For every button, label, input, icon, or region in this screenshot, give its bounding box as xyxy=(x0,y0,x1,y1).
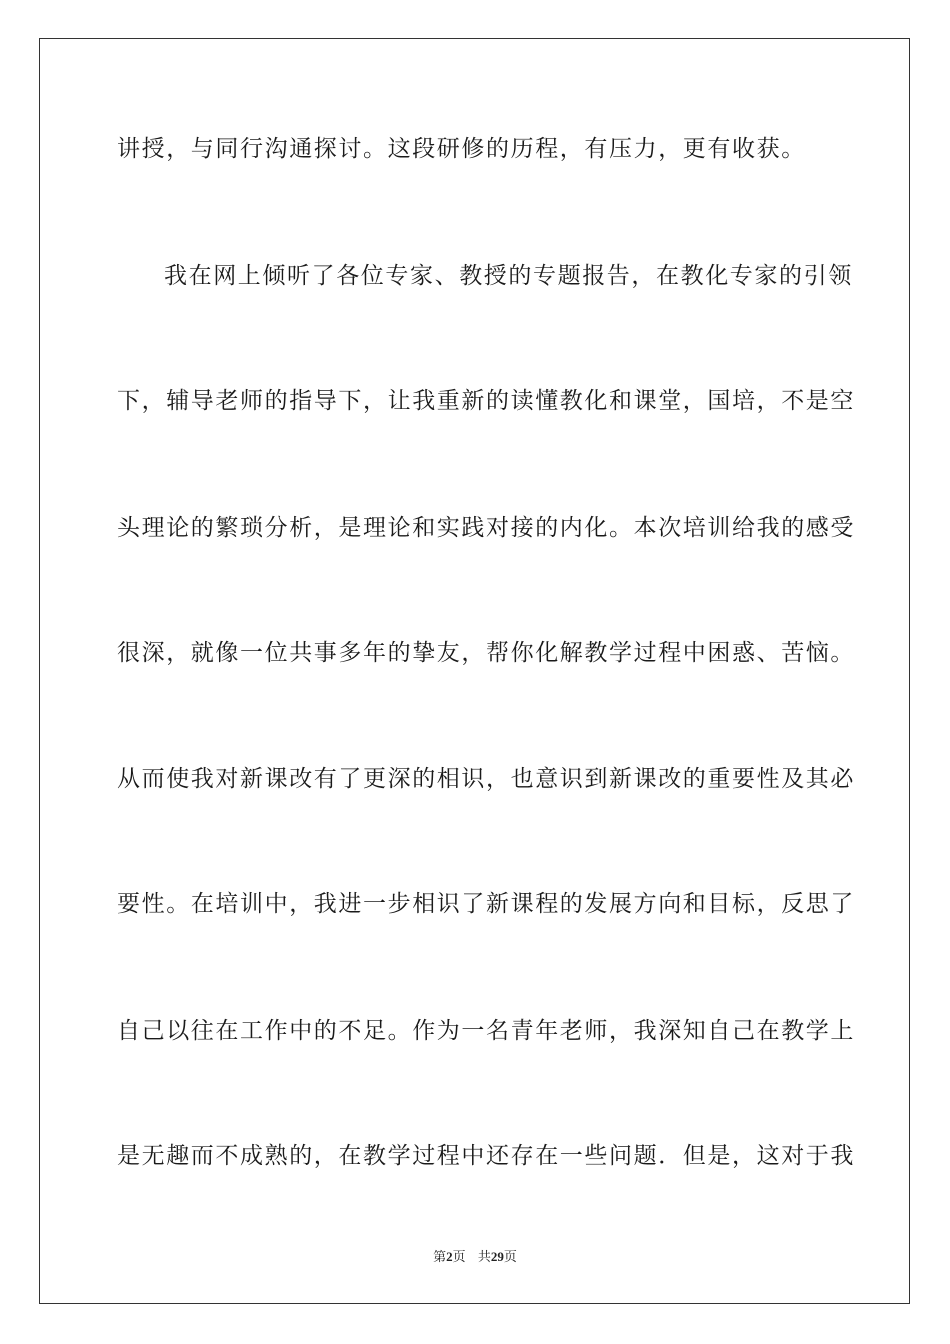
text-line-6: 从而使我对新课改有了更深的相识，也意识到新课改的重要性及其必 xyxy=(117,766,855,792)
text-line-3: 下，辅导老师的指导下，让我重新的读懂教化和课堂，国培，不是空 xyxy=(117,388,855,414)
current-page-indicator: 第2页 xyxy=(433,1249,466,1265)
text-line-1: 讲授，与同行沟通探讨。这段研修的历程，有压力，更有收获。 xyxy=(117,136,806,162)
text-line-8: 自己以往在工作中的不足。作为一名青年老师，我深知自己在教学上 xyxy=(117,1018,855,1044)
text-line-9: 是无趣而不成熟的，在教学过程中还存在一些问题．但是，这对于我 xyxy=(117,1143,855,1169)
page-footer xyxy=(0,1246,950,1265)
text-line-5: 很深，就像一位共事多年的挚友，帮你化解教学过程中困惑、苦恼。 xyxy=(117,640,855,666)
text-line-2: 我在网上倾听了各位专家、教授的专题报告，在教化专家的引领 xyxy=(164,263,853,289)
total-pages-indicator: 共29页 xyxy=(477,1249,517,1265)
text-line-4: 头理论的繁琐分析，是理论和实践对接的内化。本次培训给我的感受 xyxy=(117,515,855,541)
text-line-7: 要性。在培训中，我进一步相识了新课程的发展方向和目标，反思了 xyxy=(117,891,855,917)
page-border xyxy=(39,38,910,1304)
